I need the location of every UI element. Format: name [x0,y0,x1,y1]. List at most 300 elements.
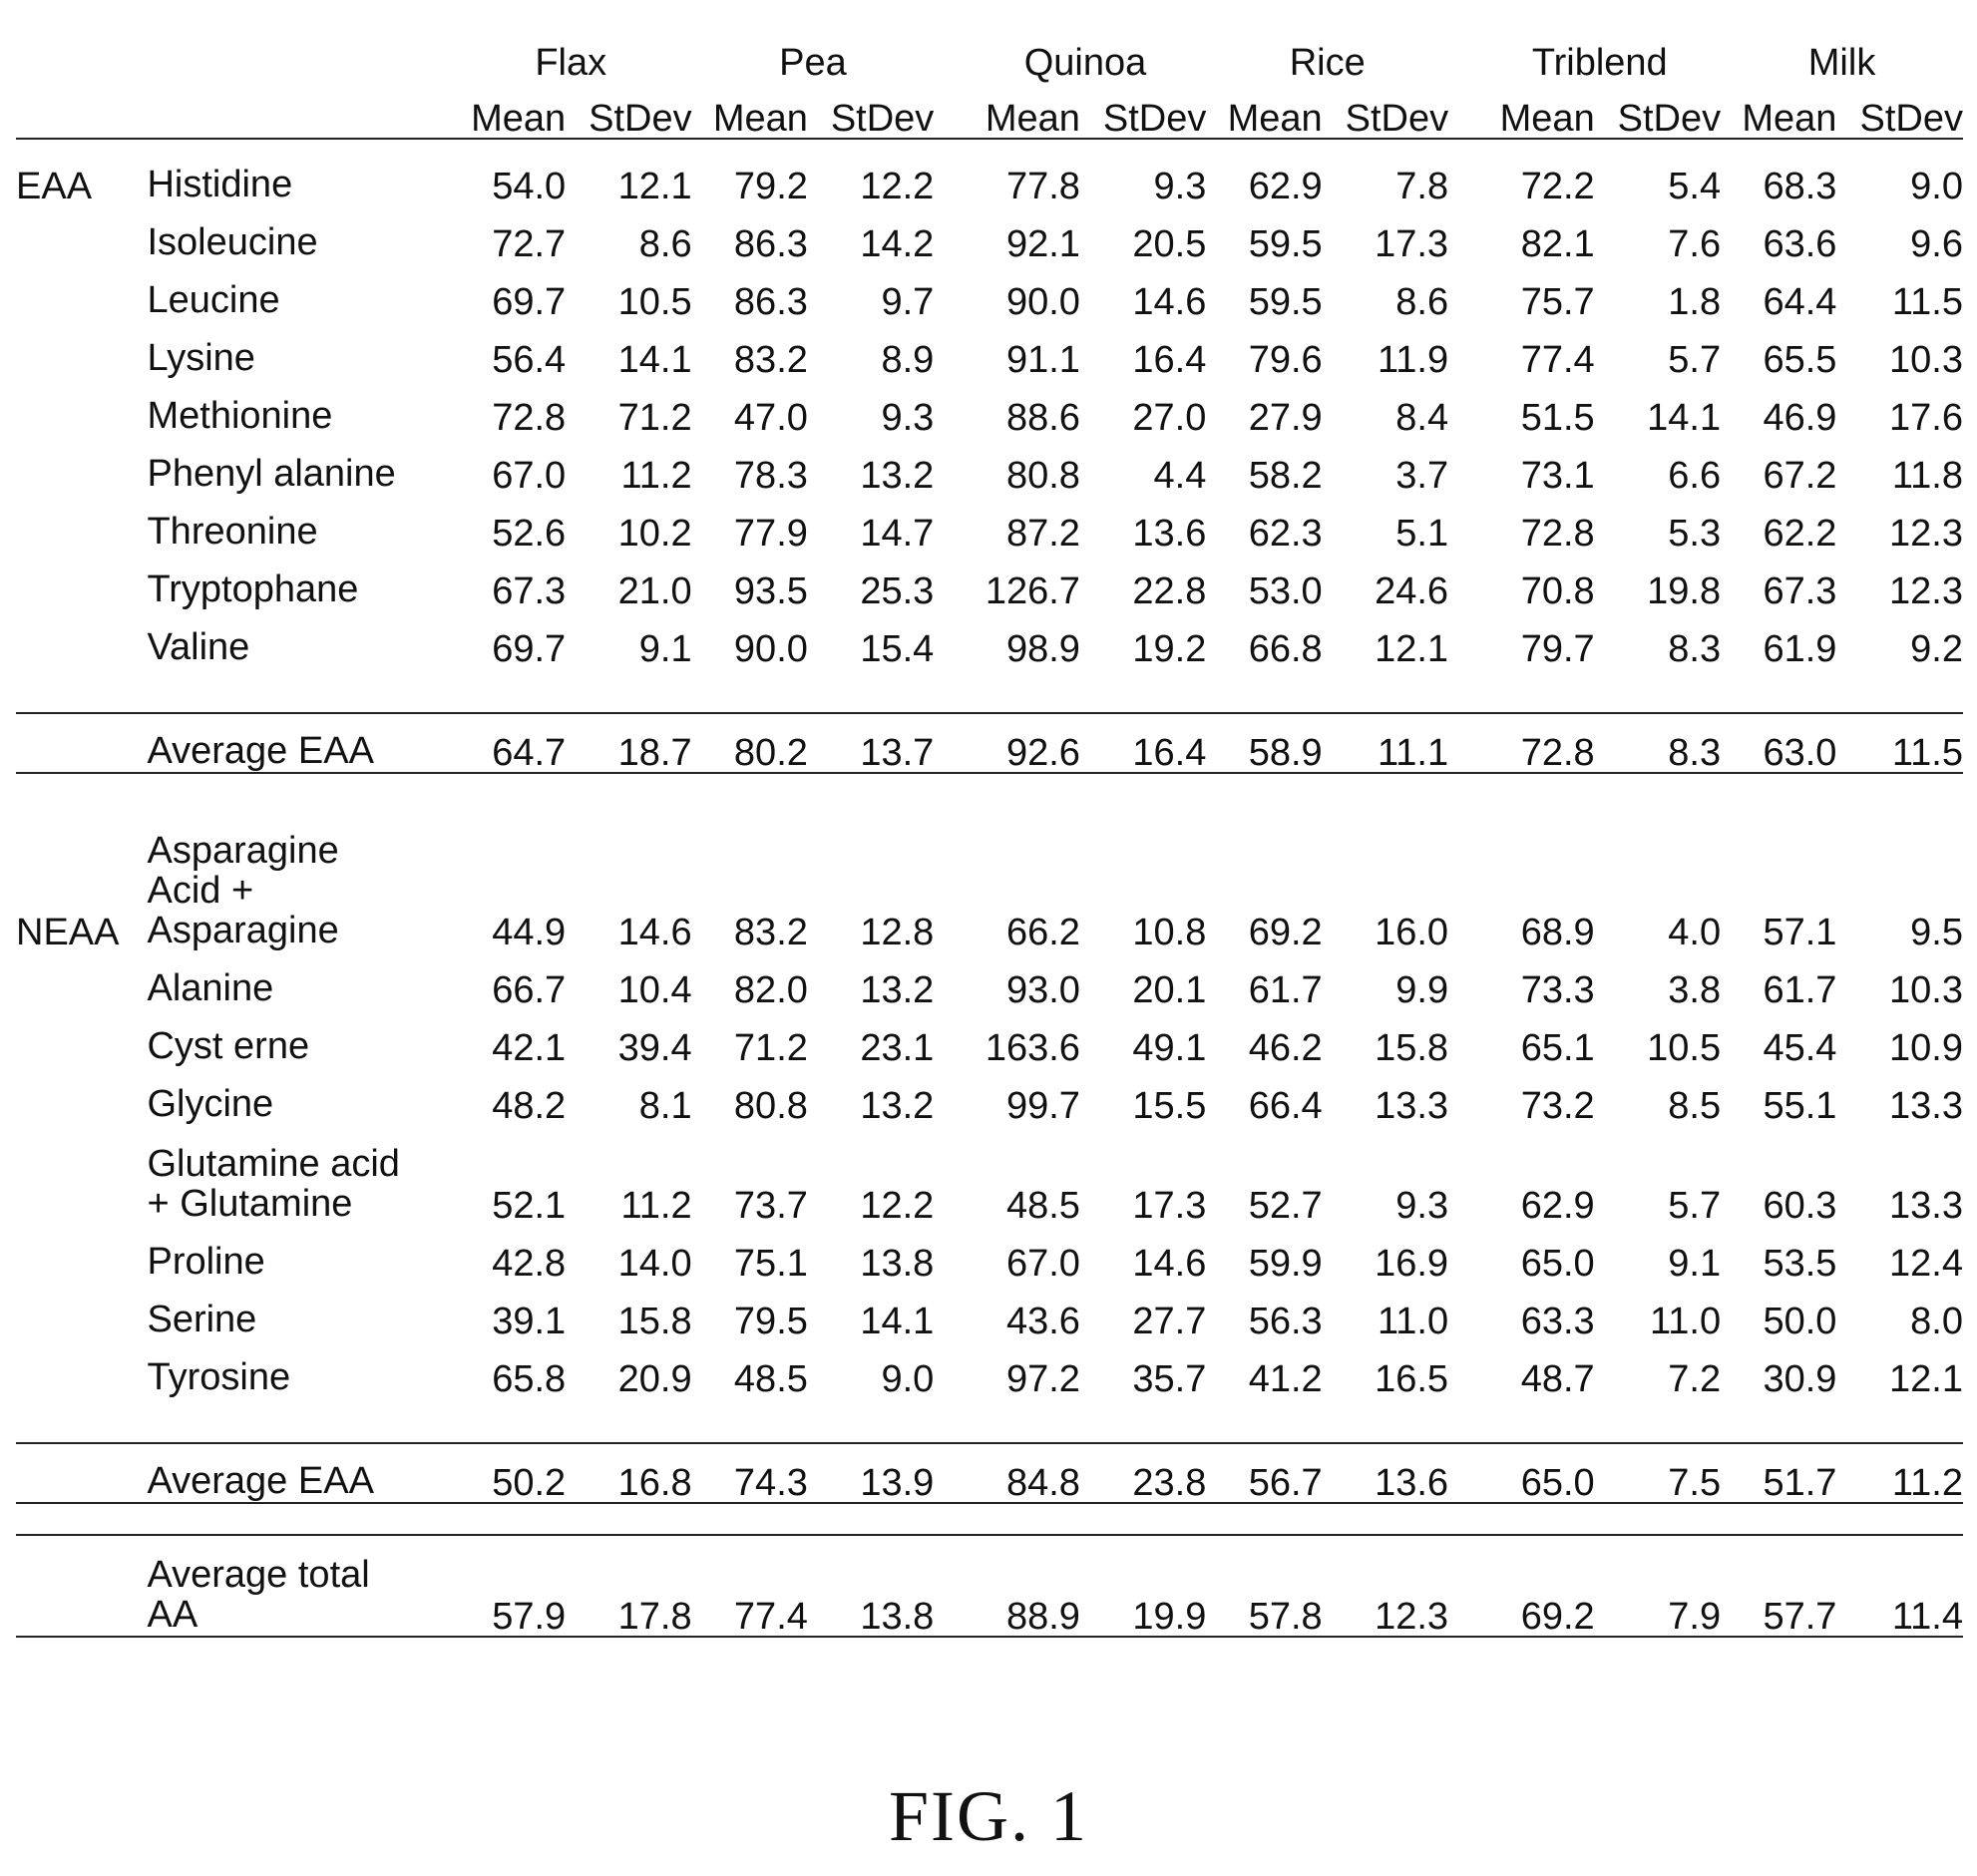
column-gap [1448,1535,1478,1637]
amino-acid-name [147,205,449,263]
mean-value: 84.8 [965,1443,1080,1503]
column-gap [1448,379,1478,437]
amino-acid-name-text: Alanine [147,967,274,1010]
mean-value: 46.2 [1248,1027,1323,1069]
stdev-value: 9.3 [1153,166,1207,207]
mean-value: 86.3 [733,281,808,323]
stdev-value: 8.6 [638,223,692,265]
mean-value: 69.2 [1248,912,1323,953]
stdev-value: 7.9 [1595,1535,1721,1637]
mean-value: 79.7 [1520,628,1595,670]
stdev-value: 13.2 [860,969,935,1011]
mean-value: 82.0 [733,969,808,1011]
amino-acid-name-text: Valine [147,626,250,669]
header-species-row [16,22,1963,82]
mean-value: 58.2 [1248,455,1323,497]
stdev-header: StDev [1080,82,1206,139]
column-gap [1448,495,1478,553]
amino-acid-name-text: Average total AA [147,1554,370,1637]
mean-value: 69.2 [1478,1535,1594,1637]
mean-value: 55.1 [1763,1085,1837,1127]
species-header: Milk [1807,42,1876,84]
mean-value: 67.0 [492,455,567,497]
stdev-value: 20.9 [617,1358,692,1400]
amino-acid-name-text: Isoleucine [147,221,318,264]
stdev-value: 4.0 [1668,912,1722,953]
stdev-value: 19.8 [1647,570,1722,612]
mean-value: 66.4 [1248,1085,1323,1127]
stdev-value: 16.9 [1375,1243,1449,1285]
mean-value: 163.6 [985,1027,1080,1069]
mean-value: 66.7 [492,969,567,1011]
stdev-value: 14.6 [617,912,692,953]
amino-acid-name-text: Proline [147,1241,265,1284]
stdev-value: 8.1 [638,1085,692,1127]
mean-value: 42.1 [492,1027,567,1069]
group-label: EAA [16,166,93,207]
mean-header: Mean [450,82,566,139]
stdev-value: 12.1 [1375,628,1449,670]
mean-value: 67.0 [1005,1243,1080,1285]
amino-acid-name [147,495,449,553]
mean-value: 88.9 [965,1535,1080,1637]
stdev-value: 12.3 [1323,1535,1448,1637]
column-gap [934,610,964,668]
eaa-row [16,148,1963,205]
figure-caption: FIG. 1 [888,1776,1088,1856]
stdev-value: 9.1 [638,628,692,670]
mean-value: 90.0 [733,628,808,670]
mean-value: 73.3 [1520,969,1595,1011]
stdev-value: 17.8 [566,1535,691,1637]
group-label [16,321,147,379]
amino-acid-name [147,1067,449,1125]
mean-value: 61.9 [1763,628,1837,670]
mean-value: 59.5 [1248,281,1323,323]
mean-value: 77.8 [1005,166,1080,207]
amino-acid-name [147,1225,449,1283]
mean-value: 62.2 [1763,513,1837,555]
group-label [16,1125,147,1225]
eaa-row [16,495,1963,553]
mean-value: 63.3 [1520,1301,1595,1342]
amino-acid-name-text: Serine [147,1299,257,1341]
stdev-value: 5.3 [1668,513,1722,555]
stdev-value: 5.4 [1668,166,1722,207]
amino-acid-name [147,437,449,495]
stdev-value: 14.1 [617,339,692,381]
mean-value: 27.9 [1248,397,1323,439]
mean-value: 48.5 [1005,1185,1080,1227]
mean-value: 86.3 [733,223,808,265]
mean-header: Mean [1206,82,1322,139]
amino-acid-name-text: Glutamine acid + Glutamine [147,1143,400,1226]
stdev-value: 10.4 [617,969,692,1011]
mean-value: 57.8 [1206,1535,1322,1637]
stdev-value: 12.2 [860,1185,935,1227]
eaa-row [16,437,1963,495]
mean-value: 90.0 [1005,281,1080,323]
mean-value: 73.7 [733,1185,808,1227]
stdev-value: 22.8 [1132,570,1207,612]
mean-header: Mean [1478,82,1594,139]
stdev-value: 14.6 [1132,281,1207,323]
mean-value: 69.7 [492,628,567,670]
column-gap [1448,1443,1478,1503]
amino-acid-name [147,951,449,1009]
amino-acid-name-text: Average EAA [147,730,374,773]
header-blank [147,82,449,139]
mean-value: 43.6 [1005,1301,1080,1342]
mean-value: 77.4 [1520,339,1595,381]
stdev-value: 11.4 [1836,1535,1963,1637]
stdev-value: 13.3 [1889,1185,1963,1227]
stdev-value: 12.4 [1889,1243,1963,1285]
mean-value: 88.6 [1005,397,1080,439]
column-gap [934,82,964,139]
column-gap [1448,22,1478,82]
group-label [16,610,147,668]
stdev-value: 10.8 [1132,912,1207,953]
stdev-value: 14.0 [617,1243,692,1285]
stdev-value: 8.0 [1910,1301,1963,1342]
eaa-row [16,263,1963,321]
stdev-value: 12.1 [1889,1358,1963,1400]
column-gap [1448,1067,1478,1125]
mean-value: 57.1 [1763,912,1837,953]
mean-value: 30.9 [1763,1358,1837,1400]
stdev-value: 13.8 [808,1535,934,1637]
mean-value: 56.4 [492,339,567,381]
stdev-value: 13.8 [860,1243,935,1285]
column-gap [934,804,964,951]
stdev-value: 5.7 [1668,339,1722,381]
group-label [16,553,147,610]
column-gap [934,1125,964,1225]
stdev-header: StDev [566,82,691,139]
stdev-value: 10.2 [617,513,692,555]
amino-acid-name [147,804,449,951]
amino-acid-name-text: Tryptophane [147,568,359,611]
mean-header: Mean [692,82,808,139]
mean-value: 51.7 [1721,1443,1836,1503]
mean-value: 80.2 [692,713,808,773]
mean-value: 57.7 [1721,1535,1836,1637]
stdev-value: 12.8 [860,912,935,953]
stdev-value: 16.5 [1375,1358,1449,1400]
stdev-value: 10.5 [1647,1027,1722,1069]
amino-acid-name-text: Threonine [147,511,318,554]
stdev-value: 17.3 [1375,223,1449,265]
stdev-value: 8.9 [881,339,935,381]
neaa-row [16,1225,1963,1283]
spacer-cell [16,139,1963,148]
stdev-value: 27.0 [1132,397,1207,439]
mean-value: 78.3 [733,455,808,497]
amino-acid-name [147,263,449,321]
mean-value: 64.7 [450,713,566,773]
column-gap [934,495,964,553]
stdev-value: 13.9 [808,1443,934,1503]
mean-value: 68.3 [1763,166,1837,207]
column-gap [1448,205,1478,263]
stdev-value: 9.0 [881,1358,935,1400]
amino-acid-name-text: Leucine [147,279,280,322]
stdev-value: 12.3 [1889,513,1963,555]
column-gap [934,437,964,495]
amino-acid-name [147,553,449,610]
spacer-cell [16,1398,1963,1443]
column-gap [934,205,964,263]
stdev-value: 24.6 [1375,570,1449,612]
mean-header: Mean [965,82,1080,139]
stdev-value: 11.0 [1649,1301,1722,1342]
mean-value: 75.7 [1520,281,1595,323]
amino-acid-name [147,379,449,437]
column-gap [1448,263,1478,321]
stdev-value: 13.7 [808,713,934,773]
group-label [16,1225,147,1283]
header-blank [147,22,449,82]
mean-value: 53.5 [1763,1243,1837,1285]
group-label [16,1009,147,1067]
amino-acid-name-text: Cyst erne [147,1025,310,1068]
mean-value: 41.2 [1248,1358,1323,1400]
group-label [16,495,147,553]
mean-value: 126.7 [985,570,1080,612]
amino-acid-name [147,321,449,379]
stdev-value: 11.2 [620,455,692,497]
mean-value: 52.7 [1248,1185,1323,1227]
mean-value: 99.7 [1005,1085,1080,1127]
stdev-value: 15.8 [617,1301,692,1342]
stdev-value: 14.1 [860,1301,935,1342]
stdev-value: 27.7 [1132,1301,1207,1342]
species-header: Rice [1289,42,1366,84]
neaa-row [16,1340,1963,1398]
amino-acid-name-text: Lysine [147,337,255,380]
column-gap [934,22,964,82]
stdev-value: 9.9 [1395,969,1449,1011]
stdev-value: 12.3 [1889,570,1963,612]
mean-value: 71.2 [733,1027,808,1069]
neaa-row [16,1283,1963,1340]
stdev-value: 8.4 [1395,397,1449,439]
column-gap [934,1443,964,1503]
group-label [16,713,147,773]
mean-value: 48.5 [733,1358,808,1400]
mean-value: 58.9 [1206,713,1322,773]
header-blank [16,22,147,82]
stdev-value: 11.5 [1891,281,1963,323]
mean-value: 48.2 [492,1085,567,1127]
stdev-value: 6.6 [1668,455,1722,497]
mean-value: 72.8 [1478,713,1594,773]
mean-value: 79.5 [733,1301,808,1342]
species-header: Triblend [1531,42,1668,84]
mean-value: 75.1 [733,1243,808,1285]
group-label [16,1443,147,1503]
mean-value: 66.8 [1248,628,1323,670]
mean-value: 69.7 [492,281,567,323]
stdev-value: 15.8 [1375,1027,1449,1069]
stdev-value: 9.7 [881,281,935,323]
column-gap [1448,713,1478,773]
eaa-row [16,379,1963,437]
column-gap [934,951,964,1009]
spacer-row [16,1398,1963,1443]
stdev-value: 14.2 [860,223,935,265]
mean-value: 54.0 [492,166,567,207]
stdev-value: 11.2 [620,1185,692,1227]
stdev-value: 8.5 [1668,1085,1722,1127]
stdev-value: 7.8 [1395,166,1449,207]
mean-value: 79.6 [1248,339,1323,381]
mean-value: 51.5 [1520,397,1595,439]
mean-value: 83.2 [733,339,808,381]
stdev-value: 13.2 [860,455,935,497]
column-gap [934,713,964,773]
spacer-row [16,668,1963,713]
header-blank [16,82,147,139]
amino-acid-name [147,1340,449,1398]
mean-value: 47.0 [733,397,808,439]
eaa-row [16,205,1963,263]
stdev-value: 9.1 [1668,1243,1722,1285]
stdev-value: 11.8 [1891,455,1963,497]
mean-value: 62.3 [1248,513,1323,555]
stdev-value: 71.2 [617,397,692,439]
eaa-row [16,321,1963,379]
stdev-value: 15.5 [1132,1085,1207,1127]
mean-value: 80.8 [733,1085,808,1127]
mean-value: 39.1 [492,1301,567,1342]
amino-acid-name [147,1125,449,1225]
group-label: NEAA [16,912,120,953]
stdev-value: 5.1 [1395,513,1449,555]
group-label [16,951,147,1009]
mean-value: 87.2 [1005,513,1080,555]
mean-value: 45.4 [1763,1027,1837,1069]
column-gap [934,148,964,205]
amino-acid-name-text: Asparagine Acid + Asparagine [147,830,339,952]
amino-acid-name-text: Glycine [147,1083,274,1126]
stdev-value: 23.1 [860,1027,935,1069]
stdev-value: 13.2 [860,1085,935,1127]
stdev-value: 1.8 [1668,281,1722,323]
neaa-row [16,804,1963,951]
mean-value: 72.7 [492,223,567,265]
mean-value: 63.6 [1763,223,1837,265]
amino-acid-name-text: Tyrosine [147,1356,291,1399]
eaa-row [16,610,1963,668]
header-stats-row [16,82,1963,139]
column-gap [934,1067,964,1125]
stdev-value: 10.3 [1889,969,1963,1011]
stdev-value: 12.1 [617,166,692,207]
neaa-row [16,1125,1963,1225]
amino-acid-name [147,1009,449,1067]
stdev-value: 20.1 [1132,969,1207,1011]
group-label [16,1535,147,1637]
stdev-value: 39.4 [617,1027,692,1069]
mean-value: 44.9 [492,912,567,953]
stdev-value: 10.3 [1889,339,1963,381]
column-gap [934,1009,964,1067]
stdev-value: 9.2 [1910,628,1963,670]
column-gap [1448,553,1478,610]
mean-value: 83.2 [733,912,808,953]
mean-value: 65.1 [1520,1027,1595,1069]
mean-value: 68.9 [1520,912,1595,953]
column-gap [1448,321,1478,379]
mean-value: 65.0 [1520,1243,1595,1285]
stdev-value: 9.6 [1910,223,1963,265]
amino-acid-name [147,713,449,773]
column-gap [934,379,964,437]
stdev-value: 7.2 [1668,1358,1722,1400]
mean-value: 52.1 [492,1185,567,1227]
species-header: Pea [779,42,847,84]
column-gap [934,263,964,321]
stdev-value: 49.1 [1132,1027,1207,1069]
column-gap [1448,951,1478,1009]
mean-value: 74.3 [692,1443,808,1503]
spacer-cell [16,773,1963,804]
stdev-value: 4.4 [1153,455,1207,497]
stdev-value: 13.3 [1375,1085,1449,1127]
column-gap [934,321,964,379]
column-gap [934,1283,964,1340]
mean-value: 72.8 [492,397,567,439]
stdev-value: 11.2 [1836,1443,1963,1503]
stdev-value: 19.2 [1132,628,1207,670]
stdev-value: 5.7 [1668,1185,1722,1227]
stdev-header: StDev [808,82,934,139]
stdev-value: 8.6 [1395,281,1449,323]
stdev-value: 9.3 [1395,1185,1449,1227]
mean-value: 67.3 [1763,570,1837,612]
stdev-value: 8.3 [1595,713,1721,773]
mean-value: 42.8 [492,1243,567,1285]
mean-header: Mean [1721,82,1836,139]
stdev-value: 9.0 [1910,166,1963,207]
stdev-header: StDev [1836,82,1963,139]
stdev-value: 21.0 [617,570,692,612]
eaa-average-row [16,713,1963,773]
mean-value: 77.4 [692,1535,808,1637]
mean-value: 92.1 [1005,223,1080,265]
mean-value: 79.2 [733,166,808,207]
mean-value: 80.8 [1005,455,1080,497]
stdev-value: 15.4 [860,628,935,670]
amino-acid-name-text: Average EAA [147,1460,374,1503]
mean-value: 56.7 [1206,1443,1322,1503]
mean-value: 62.9 [1248,166,1323,207]
stdev-value: 13.3 [1889,1085,1963,1127]
mean-value: 82.1 [1520,223,1595,265]
stdev-value: 16.4 [1132,339,1207,381]
mean-value: 72.8 [1520,513,1595,555]
column-gap [1448,610,1478,668]
stdev-value: 11.0 [1377,1301,1449,1342]
total-average-row [16,1535,1963,1637]
mean-value: 50.0 [1763,1301,1837,1342]
stdev-value: 19.9 [1080,1535,1206,1637]
group-label [16,379,147,437]
mean-value: 46.9 [1763,397,1837,439]
stdev-value: 9.5 [1910,912,1963,953]
